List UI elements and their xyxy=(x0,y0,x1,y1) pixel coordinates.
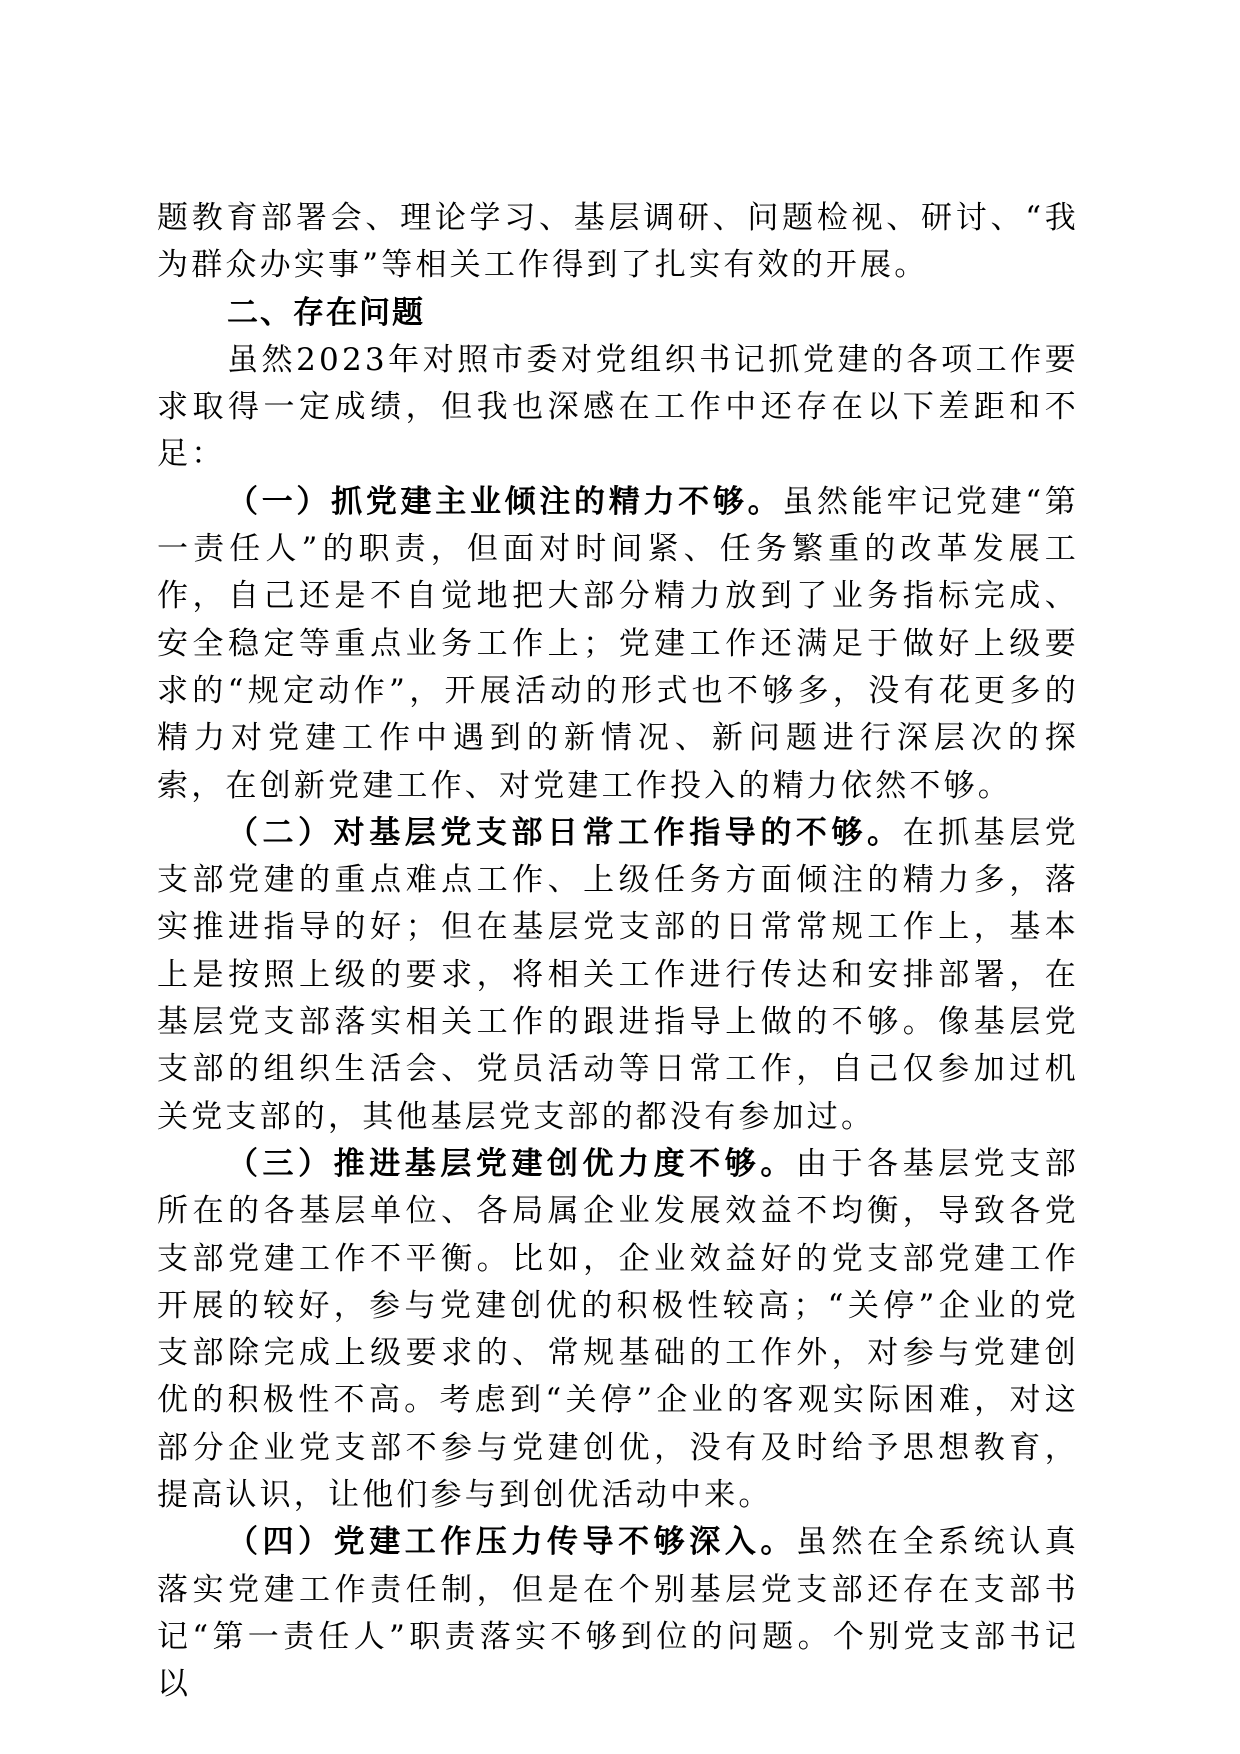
problem-item-1-body: 虽然能牢记党建“第一责任人”的职责，但面对时间紧、任务繁重的改革发展工作，自己还是不自觉地把大部分精力放到了业务指标完成、安全稳定等重点业务工作上；党建工作还满足于做好上级要求的“规定动作”，开展活动的形式也不够多，没有花更多的精力对党建工作中遇到的新情况、新问题进行深层次的探索，在创新党建工作、对党建工作投入的精力依然不够。 xyxy=(157,483,1079,804)
document-page xyxy=(157,195,1079,1709)
intro-continuation-paragraph: 题教育部署会、理论学习、基层调研、问题检视、研讨、“我为群众办实事”等相关工作得到了扎实有效的开展。 xyxy=(157,200,1079,284)
problem-item-3 xyxy=(157,1141,1079,1519)
problem-item-4-body: 虽然在全系统认真落实党建工作责任制，但是在个别基层党支部还存在支部书记“第一责任人”职责落实不够到位的问题。个别党支部书记以 xyxy=(157,1524,1079,1703)
problem-item-2 xyxy=(157,810,1079,1141)
problem-item-1 xyxy=(157,479,1079,810)
problem-item-3-lead: （三）推进基层党建创优力度不够。 xyxy=(227,1145,796,1182)
problem-item-4 xyxy=(157,1519,1079,1708)
problem-item-2-body: 在抓基层党支部党建的重点难点工作、上级任务方面倾注的精力多，落实推进指导的好；但在基层党支部的日常常规工作上，基本上是按照上级的要求，将相关工作进行传达和安排部署，在基层党支部落实相关工作的跟进指导上做的不够。像基层党支部的组织生活会、党员活动等日常工作，自己仅参加过机关党支部的，其他基层党支部的都没有参加过。 xyxy=(157,814,1079,1135)
problem-item-3-body: 由于各基层党支部所在的各基层单位、各局属企业发展效益不均衡，导致各党支部党建工作不平衡。比如，企业效益好的党支部党建工作开展的较好，参与党建创优的积极性较高；“关停”企业的党支部除完成上级要求的、常规基础的工作外，对参与党建创优的积极性不高。考虑到“关停”企业的客观实际困难，对这部分企业党支部不参与党建创优，没有及时给予思想教育，提高认识，让他们参与到创优活动中来。 xyxy=(157,1145,1079,1514)
problem-item-2-lead: （二）对基层党支部日常工作指导的不够。 xyxy=(227,814,903,851)
section-heading: 二、存在问题 xyxy=(227,294,425,331)
problem-item-4-lead: （四）党建工作压力传导不够深入。 xyxy=(227,1524,796,1561)
problem-item-1-lead: （一）抓党建主业倾注的精力不够。 xyxy=(227,483,783,520)
summary-paragraph: 虽然2023年对照市委对党组织书记抓党建的各项工作要求取得一定成绩，但我也深感在工作中还存在以下差距和不足： xyxy=(157,341,1079,473)
